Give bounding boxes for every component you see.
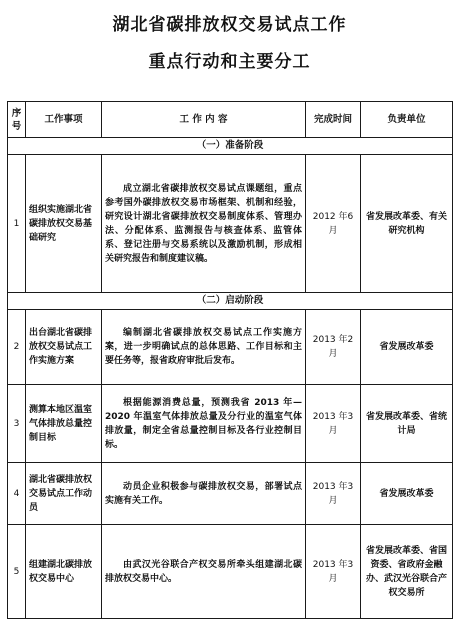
row-unit: 省发展改革委、省统计局: [361, 385, 453, 463]
task-table: [7, 101, 453, 619]
document-title-line2: 重点行动和主要分工: [148, 52, 311, 72]
stage-row-prep: [8, 138, 453, 155]
row-seq: 5: [8, 525, 26, 619]
row-content-text: 成立湖北省碳排放权交易试点课题组，重点参考国外碳排放权交易市场框架、机制和经验，研究设计湖北省碳排放权交易制度体系、管理办法、分配体系、监测报告与核查体系、监管体系、登记注册与交易系统以及激励机制，形成相关研究报告和制度建议稿。: [105, 183, 302, 264]
row-seq: 2: [8, 310, 26, 385]
row-unit: 省发展改革委、有关研究机构: [361, 155, 453, 293]
table-row: [8, 463, 453, 525]
row-unit: 省发展改革委、省国资委、省政府金融办、武汉光谷联合产权交易所: [361, 525, 453, 619]
row-content-text: 编制湖北省碳排放权交易试点工作实施方案，进一步明确试点的总体思路、工作目标和主要任务等，报省政府审批后发布。: [105, 328, 302, 366]
row-unit: 省发展改革委: [361, 310, 453, 385]
header-unit: 负责单位: [361, 102, 453, 138]
header-content: 工 作 内 容: [102, 102, 306, 138]
row-content-text: 由武汉光谷联合产权交易所牵头组建湖北碳排放权交易中心。: [105, 559, 302, 584]
row-content: [102, 463, 306, 525]
header-task: 工作事项: [26, 102, 102, 138]
row-seq: 4: [8, 463, 26, 525]
row-content: [102, 310, 306, 385]
table-row: [8, 385, 453, 463]
row-unit: 省发展改革委: [361, 463, 453, 525]
table-row: [8, 525, 453, 619]
stage-heading: （一）准备阶段: [8, 138, 453, 155]
row-task: 测算本地区温室气体排放总量控制目标: [26, 385, 102, 463]
row-content: [102, 155, 306, 293]
table-row: [8, 155, 453, 293]
row-time: 2013 年3 月: [306, 525, 361, 619]
table-header-row: [8, 102, 453, 138]
row-content-text: 根据能源消费总量，预测我省 2013 年—2020 年温室气体排放总量及分行业的温室气体排放量，制定全省总量控制目标及各行业控制目标。: [105, 397, 302, 450]
row-time: 2013 年3 月: [306, 463, 361, 525]
row-task: 湖北省碳排放权交易试点工作动员: [26, 463, 102, 525]
row-content: [102, 525, 306, 619]
row-time: 2013 年2 月: [306, 310, 361, 385]
row-time: 2013 年3 月: [306, 385, 361, 463]
document-title-line1: 湖北省碳排放权交易试点工作: [112, 15, 347, 35]
row-time: 2012 年6 月: [306, 155, 361, 293]
row-task: 组织实施湖北省碳排放权交易基础研究: [26, 155, 102, 293]
row-task: 组建湖北碳排放权交易中心: [26, 525, 102, 619]
row-seq: 1: [8, 155, 26, 293]
row-content-text: 动员企业积极参与碳排放权交易，部署试点实施有关工作。: [105, 481, 302, 506]
stage-heading: （二）启动阶段: [8, 293, 453, 310]
row-content: [102, 385, 306, 463]
header-time: 完成时间: [306, 102, 361, 138]
header-seq: 序号: [8, 102, 26, 138]
table-row: [8, 310, 453, 385]
row-task: 出台湖北省碳排放权交易试点工作实施方案: [26, 310, 102, 385]
row-seq: 3: [8, 385, 26, 463]
stage-row-launch: [8, 293, 453, 310]
